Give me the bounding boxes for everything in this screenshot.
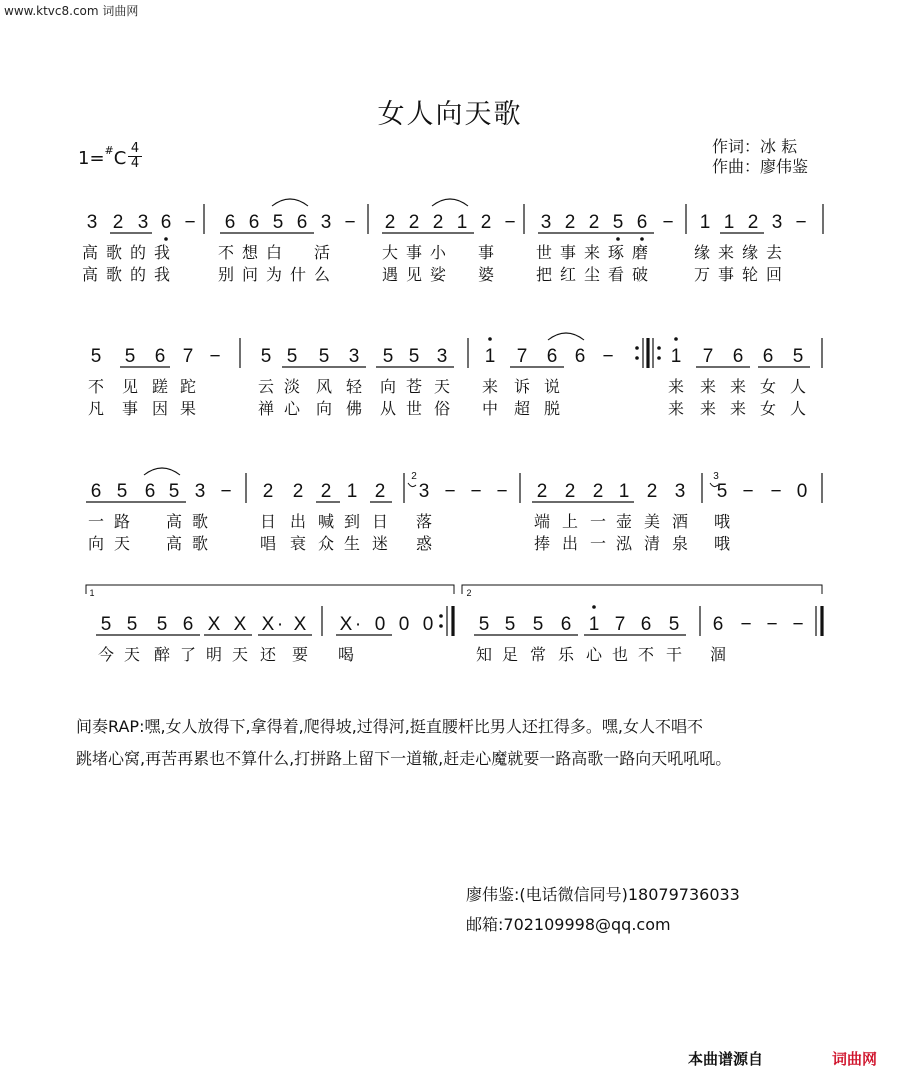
lyric-char: 干 [665, 647, 683, 664]
volta-bracket-2 [462, 585, 822, 594]
note: 6 [762, 346, 774, 367]
lyric-char: 高 [81, 245, 99, 262]
lyric-char: 凡 [87, 401, 105, 418]
lyric-char: 问 [241, 267, 259, 284]
lyric-char: 出 [561, 536, 579, 553]
lyric-char: 磨 [631, 245, 649, 262]
note: 6 [248, 212, 260, 233]
lyric-char: 向 [315, 401, 333, 418]
note: 0 [374, 614, 386, 635]
note: 2 [262, 481, 274, 502]
lyricist-credit: 作词：冰 耘 [712, 137, 798, 156]
note: 6 [712, 614, 724, 635]
lyric-char: 俗 [433, 401, 451, 418]
lyric-char: 什 [289, 267, 307, 284]
note: 1 [618, 481, 630, 502]
note: 2 [646, 481, 658, 502]
meter-top: 4 [128, 142, 142, 157]
lyric-char: 佛 [345, 401, 363, 418]
note: 2 [374, 481, 386, 502]
note: 5 [408, 346, 420, 367]
note: 6 [574, 346, 586, 367]
lyric-char: 破 [631, 267, 649, 284]
repeat-dot [657, 356, 661, 360]
lyric-char: 琢 [607, 245, 625, 262]
lyric-char: 大 [381, 245, 399, 262]
note: 5 [260, 346, 272, 367]
lyric-char: 向 [87, 536, 105, 553]
lyric-char: 世 [405, 401, 423, 418]
note: 5 [272, 212, 284, 233]
lyric-char: 把 [535, 267, 553, 284]
note: 6 [296, 212, 308, 233]
lyric-char: 落 [415, 514, 433, 531]
lyric-char: 女 [759, 401, 777, 418]
note: 3 [348, 346, 360, 367]
lyric-char: 也 [611, 647, 629, 664]
lyric-char: 娑 [429, 267, 447, 284]
lyric-char: 一 [589, 514, 607, 531]
note: 5 [478, 614, 490, 635]
octave-dot-high [592, 605, 596, 609]
octave-dot-low [640, 237, 644, 241]
note: 3 [540, 212, 552, 233]
note: 3 [137, 212, 149, 233]
repeat-dot [635, 346, 639, 350]
lyric-char: 不 [637, 647, 655, 664]
lyric-char: 天 [433, 379, 451, 396]
note: 2 [592, 481, 604, 502]
note: 1 [346, 481, 358, 502]
lyric-char: 了 [179, 647, 197, 664]
lyric-char: 高 [165, 536, 183, 553]
lyric-char: 上 [561, 514, 579, 531]
lyric-char: 云 [257, 379, 275, 396]
note: 5 [612, 212, 624, 233]
lyric-char: 世 [535, 245, 553, 262]
lyric-char: 日 [371, 514, 389, 531]
lyric-char: 醉 [153, 647, 171, 664]
lyric-char: 去 [765, 245, 783, 262]
lyric-char: 路 [113, 514, 131, 531]
lyric-char: 缘 [693, 245, 711, 262]
lyric-char: 风 [315, 379, 333, 396]
octave-dot-low [164, 237, 168, 241]
note: − [795, 212, 807, 233]
lyric-char: 来 [481, 379, 499, 396]
note: − [770, 481, 782, 502]
lyric-char: 今 [97, 647, 115, 664]
meter-bottom: 4 [130, 156, 140, 171]
note: 3 [674, 481, 686, 502]
note: 5 [100, 614, 112, 635]
note: 5 [168, 481, 180, 502]
note: 6 [144, 481, 156, 502]
note: 5 [318, 346, 330, 367]
lyric-char: 女 [759, 379, 777, 396]
lyric-char: 歌 [105, 267, 123, 284]
lyric-char: 酒 [671, 514, 689, 531]
note: 7 [702, 346, 714, 367]
note: 3 [320, 212, 332, 233]
lyric-char: 足 [501, 647, 519, 664]
volta-number: 2 [466, 588, 472, 598]
lyric-char: 事 [405, 245, 423, 262]
lyric-char: 来 [667, 401, 685, 418]
site-watermark: www.ktvc8.com 词曲网 [4, 4, 139, 18]
lyric-char: 遇 [381, 267, 399, 284]
lyric-char: 我 [153, 267, 171, 284]
lyric-char: 要 [291, 647, 309, 664]
note: 6 [224, 212, 236, 233]
lyric-char: 来 [667, 379, 685, 396]
lyric-char: 婆 [477, 267, 495, 284]
lyric-char: 来 [699, 401, 717, 418]
note: − [496, 481, 508, 502]
note: 5 [532, 614, 544, 635]
lyric-char: 回 [765, 267, 783, 284]
lyric-char: 美 [643, 514, 661, 531]
note: X [261, 614, 275, 635]
lyric-char: 唱 [259, 536, 277, 553]
note: X [233, 614, 247, 635]
note: − [470, 481, 482, 502]
lyric-char: 来 [699, 379, 717, 396]
note: 6 [640, 614, 652, 635]
lyric-char: 明 [205, 647, 223, 664]
lyric-char: 不 [87, 379, 105, 396]
lyric-char: 来 [717, 245, 735, 262]
lyric-char: 端 [533, 514, 551, 531]
lyric-char: 衰 [289, 536, 307, 553]
lyric-char: 果 [179, 401, 197, 418]
lyric-char: 禅 [257, 401, 275, 418]
note: − [792, 614, 804, 635]
lyric-char: 轻 [345, 379, 363, 396]
lyric-char: 知 [475, 647, 493, 664]
lyric-char: 心 [585, 647, 603, 664]
note: 5 [90, 346, 102, 367]
lyric-char: 乐 [557, 647, 575, 664]
note: X [339, 614, 353, 635]
lyric-char: 别 [217, 267, 235, 284]
lyric-char: 清 [643, 536, 661, 553]
lyric-char: 一 [589, 536, 607, 553]
note: 5 [716, 481, 728, 502]
lyric-char: 哦 [713, 514, 731, 531]
lyric-char: 心 [283, 401, 301, 418]
volta-bracket-1 [86, 585, 454, 594]
lyric-char: 尘 [583, 267, 601, 284]
octave-dot-high [674, 337, 678, 341]
note: 0 [422, 614, 434, 635]
lyric-char: 高 [165, 514, 183, 531]
note: 1 [484, 346, 496, 367]
note: 2 [747, 212, 759, 233]
note: 3 [771, 212, 783, 233]
note: 6 [90, 481, 102, 502]
note: 6 [636, 212, 648, 233]
lyric-char: 脱 [543, 401, 561, 418]
note: 2 [432, 212, 444, 233]
note: − [602, 346, 614, 367]
slur-tie [144, 468, 180, 475]
footer-brand-logo: 词曲网 [832, 1050, 878, 1068]
note: 5 [504, 614, 516, 635]
lyric-char: 来 [583, 245, 601, 262]
lyric-char: 事 [717, 267, 735, 284]
lyric-char: 众 [317, 536, 335, 553]
lyric-char: 来 [729, 379, 747, 396]
lyric-char: 事 [477, 245, 495, 262]
note: 3 [418, 481, 430, 502]
note: 1 [588, 614, 600, 635]
note: − [444, 481, 456, 502]
note: − [662, 212, 674, 233]
lyric-char: 日 [259, 514, 277, 531]
lyric-char: 万 [693, 267, 711, 284]
note: 6 [160, 212, 172, 233]
note: 2 [320, 481, 332, 502]
note: 2 [588, 212, 600, 233]
slur-tie [272, 199, 308, 206]
repeat-dot [635, 356, 639, 360]
note: 2 [112, 212, 124, 233]
lyric-char: 看 [607, 267, 625, 284]
lyric-char: 还 [259, 647, 277, 664]
contact-email: 邮箱:702109998@qq.com [466, 915, 671, 934]
lyric-char: 白 [265, 245, 283, 262]
grace-slur [408, 483, 416, 487]
note: 5 [792, 346, 804, 367]
lyric-char: 歌 [191, 514, 209, 531]
note: 2 [384, 212, 396, 233]
note: 6 [546, 346, 558, 367]
lyric-char: 淡 [283, 379, 301, 396]
lyric-char: 来 [729, 401, 747, 418]
lyric-char: 说 [543, 379, 561, 396]
octave-dot-high [488, 337, 492, 341]
lyric-char: 一 [87, 514, 105, 531]
note: 2 [292, 481, 304, 502]
note: − [742, 481, 754, 502]
octave-dot-low [616, 237, 620, 241]
lyric-char: 歌 [191, 536, 209, 553]
note: 5 [126, 614, 138, 635]
lyric-char: 缘 [741, 245, 759, 262]
note: 2 [480, 212, 492, 233]
lyric-char: 高 [81, 267, 99, 284]
note: − [504, 212, 516, 233]
lyric-char: 哦 [713, 536, 731, 553]
repeat-dot [657, 346, 661, 350]
lyric-char: 见 [121, 379, 139, 396]
note: 0 [398, 614, 410, 635]
lyric-char: 事 [121, 401, 139, 418]
lyric-char: 从 [379, 401, 397, 418]
lyric-char: 事 [559, 245, 577, 262]
lyric-char: 迷 [371, 536, 389, 553]
lyric-char: 泉 [671, 536, 689, 553]
lyric-char: 出 [289, 514, 307, 531]
lyric-char: 涸 [709, 647, 727, 664]
note: − [766, 614, 778, 635]
lyric-char: 为 [265, 267, 283, 284]
lyric-char: 超 [513, 401, 531, 418]
repeat-dot [439, 624, 443, 628]
lyric-char: 不 [217, 245, 235, 262]
note: 5 [382, 346, 394, 367]
note: 2 [564, 481, 576, 502]
note: 1 [670, 346, 682, 367]
lyric-char: 向 [379, 379, 397, 396]
lyric-char: 我 [153, 245, 171, 262]
note: · [354, 614, 362, 635]
note: 1 [723, 212, 735, 233]
note: 5 [286, 346, 298, 367]
lyric-char: 人 [789, 401, 807, 418]
lyric-char: 么 [313, 267, 331, 284]
note: − [344, 212, 356, 233]
lyric-char: 红 [559, 267, 577, 284]
lyric-char: 见 [405, 267, 423, 284]
lyric-char: 天 [113, 536, 131, 553]
note: − [740, 614, 752, 635]
note: 6 [560, 614, 572, 635]
note: 5 [156, 614, 168, 635]
lyric-char: 天 [123, 647, 141, 664]
note: 7 [182, 346, 194, 367]
note: X [207, 614, 221, 635]
note: − [209, 346, 221, 367]
lyric-char: 因 [151, 401, 169, 418]
note: X [293, 614, 307, 635]
lyric-char: 的 [129, 267, 147, 284]
note: 7 [614, 614, 626, 635]
key-prefix: 1= [78, 148, 105, 169]
lyric-char: 的 [129, 245, 147, 262]
composer-credit: 作曲：廖伟鉴 [712, 157, 809, 176]
lyric-char: 蹉 [151, 379, 169, 396]
lyric-char: 常 [529, 647, 547, 664]
lyric-char: 壶 [615, 514, 633, 531]
grace-note: 3 [713, 471, 719, 482]
note: 0 [796, 481, 808, 502]
lyric-char: 跎 [179, 379, 197, 396]
song-title: 女人向天歌 [377, 99, 523, 130]
note: − [184, 212, 196, 233]
note: 6 [154, 346, 166, 367]
note: 3 [436, 346, 448, 367]
slur-tie [432, 199, 468, 206]
lyric-char: 歌 [105, 245, 123, 262]
lyric-char: 喝 [337, 647, 355, 664]
lyric-char: 想 [241, 245, 259, 262]
note: 3 [86, 212, 98, 233]
volta-number: 1 [89, 588, 95, 598]
lyric-char: 泓 [615, 536, 633, 553]
note: · [276, 614, 284, 635]
key-sharp: # [104, 144, 114, 157]
note: 5 [116, 481, 128, 502]
lyric-char: 中 [481, 401, 499, 418]
key-note: C [113, 148, 127, 169]
note: 2 [564, 212, 576, 233]
lyric-char: 惑 [415, 536, 433, 553]
note: 1 [456, 212, 468, 233]
rap-line-1: 间奏RAP:嘿,女人放得下,拿得着,爬得坡,过得河,挺直腰杆比男人还扛得多。嘿,女人不唱不 [76, 717, 703, 736]
note: 2 [536, 481, 548, 502]
footer-source: 本曲谱源自 [688, 1050, 764, 1068]
note: 3 [194, 481, 206, 502]
note: 7 [516, 346, 528, 367]
note: 6 [182, 614, 194, 635]
repeat-dot [439, 614, 443, 618]
lyric-char: 生 [343, 536, 361, 553]
note: − [220, 481, 232, 502]
lyric-char: 轮 [741, 267, 759, 284]
rap-line-2: 跳堵心窝,再苦再累也不算什么,打拼路上留下一道辙,赶走心魔就要一路高歌一路向天吼吼吼。 [76, 749, 732, 768]
note: 1 [699, 212, 711, 233]
lyric-char: 捧 [533, 536, 551, 553]
lyric-char: 小 [429, 245, 447, 262]
lyric-char: 活 [313, 245, 331, 262]
slur-tie [548, 333, 584, 340]
lyric-char: 到 [343, 514, 361, 531]
note: 5 [124, 346, 136, 367]
lyric-char: 天 [231, 647, 249, 664]
lyric-char: 诉 [513, 379, 531, 396]
lyric-char: 苍 [405, 379, 423, 396]
grace-note: 2 [411, 471, 417, 482]
lyric-char: 人 [789, 379, 807, 396]
lyric-char: 喊 [317, 514, 335, 531]
note: 2 [408, 212, 420, 233]
note: 6 [732, 346, 744, 367]
note: 5 [668, 614, 680, 635]
contact-phone: 廖伟鉴:(电话微信同号)18079736033 [466, 885, 740, 904]
